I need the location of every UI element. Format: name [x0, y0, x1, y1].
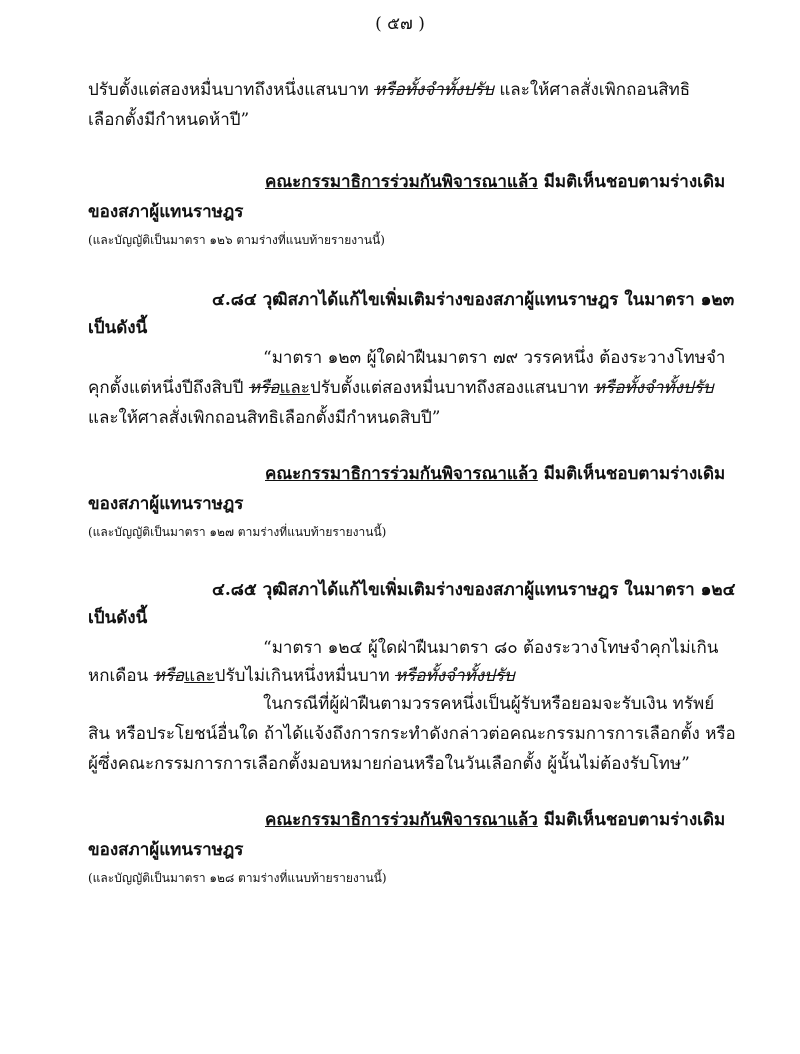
- s1-text-a: ปรับตั้งแต่สองหมื่นบาทถึงหนึ่งแสนบาท: [88, 80, 375, 100]
- s85-quote2: [88, 664, 515, 688]
- s85-quote3: ในกรณีที่ผู้ฝ่าฝืนตามวรรคหนึ่งเป็นผู้รับหรือยอมจะรับเงิน ทรัพย์: [263, 694, 715, 714]
- s1-text-c: และให้ศาลสั่งเพิกถอนสิทธิ: [493, 80, 691, 100]
- s85-q2-a: หกเดือน: [88, 666, 154, 686]
- s1-struck-text: หรือทั้งจำทั้งปรับ: [374, 80, 494, 100]
- committee-3-rest: มีมติเห็นชอบตามร่างเดิม: [537, 810, 726, 830]
- committee-1-rest: มีมติเห็นชอบตามร่างเดิม: [537, 172, 726, 192]
- committee-1-note: (และบัญญัติเป็นมาตรา ๑๒๖ ตามร่างที่แนบท้ายรายงานนี้): [88, 233, 385, 247]
- committee-2-rest: มีมติเห็นชอบตามร่างเดิม: [537, 464, 726, 484]
- committee-2-heading: [265, 462, 725, 486]
- committee-3-heading: [265, 808, 725, 832]
- committee-2-line2: ของสภาผู้แทนราษฎร: [88, 494, 244, 514]
- s84-q2-struck-both: หรือทั้งจำทั้งปรับ: [593, 378, 714, 398]
- committee-1-underlined: คณะกรรมาธิการร่วมกันพิจารณาแล้ว: [265, 172, 538, 192]
- s85-heading2: เป็นดังนี้: [88, 608, 148, 628]
- s1-line2: เลือกตั้งมีกำหนดห้าปี”: [88, 110, 250, 130]
- committee-3-underlined: คณะกรรมาธิการร่วมกันพิจารณาแล้ว: [265, 810, 538, 830]
- s85-heading: ๔.๘๕ วุฒิสภาได้แก้ไขเพิ่มเติมร่างของสภาผู้แทนราษฎร ในมาตรา ๑๒๔: [212, 580, 736, 600]
- committee-1-line2: ของสภาผู้แทนราษฎร: [88, 202, 244, 222]
- committee-2-note: (และบัญญัติเป็นมาตรา ๑๒๗ ตามร่างที่แนบท้ายรายงานนี้): [88, 525, 387, 539]
- s85-quote5: ผู้ซึ่งคณะกรรมการการเลือกตั้งมอบหมายก่อนหรือในวันเลือกตั้ง ผู้นั้นไม่ต้องรับโทษ”: [88, 754, 690, 774]
- s85-q2-underlined-and: และ: [184, 666, 215, 686]
- s84-q2-struck-or: หรือ: [248, 378, 280, 398]
- s85-q2-struck-both: หรือทั้งจำทั้งปรับ: [394, 666, 515, 686]
- committee-2-underlined: คณะกรรมาธิการร่วมกันพิจารณาแล้ว: [265, 464, 538, 484]
- committee-1-heading: [265, 170, 725, 194]
- committee-3-line2: ของสภาผู้แทนราษฎร: [88, 840, 244, 860]
- s84-q2-a: คุกตั้งแต่หนึ่งปีถึงสิบปี: [88, 378, 249, 398]
- s1-line1: [88, 78, 690, 102]
- s84-heading2: เป็นดังนี้: [88, 318, 148, 338]
- committee-3-note: (และบัญญัติเป็นมาตรา ๑๒๘ ตามร่างที่แนบท้ายรายงานนี้): [88, 871, 387, 885]
- s84-quote3: และให้ศาลสั่งเพิกถอนสิทธิเลือกตั้งมีกำหนดสิบปี”: [88, 408, 441, 428]
- s84-heading: ๔.๘๔ วุฒิสภาได้แก้ไขเพิ่มเติมร่างของสภาผู้แทนราษฎร ในมาตรา ๑๒๓: [212, 290, 735, 310]
- s84-q2-d: ปรับตั้งแต่สองหมื่นบาทถึงสองแสนบาท: [309, 378, 594, 398]
- s84-q2-underlined-and: และ: [279, 378, 310, 398]
- s84-quote1: “มาตรา ๑๒๓ ผู้ใดฝ่าฝืนมาตรา ๗๙ วรรคหนึ่ง ต้องระวางโทษจำ: [263, 348, 726, 368]
- s84-quote2: [88, 376, 714, 400]
- s85-quote1: “มาตรา ๑๒๔ ผู้ใดฝ่าฝืนมาตรา ๘๐ ต้องระวางโทษจำคุกไม่เกิน: [263, 638, 719, 658]
- s85-q2-d: ปรับไม่เกินหนึ่งหมื่นบาท: [214, 666, 395, 686]
- s85-q2-struck-or: หรือ: [153, 666, 185, 686]
- page-number: ( ๕๗ ): [375, 14, 425, 34]
- s85-quote4: สิน หรือประโยชน์อื่นใด ถ้าได้แจ้งถึงการกระทำดังกล่าวต่อคณะกรรมการการเลือกตั้ง หรือ: [88, 724, 736, 744]
